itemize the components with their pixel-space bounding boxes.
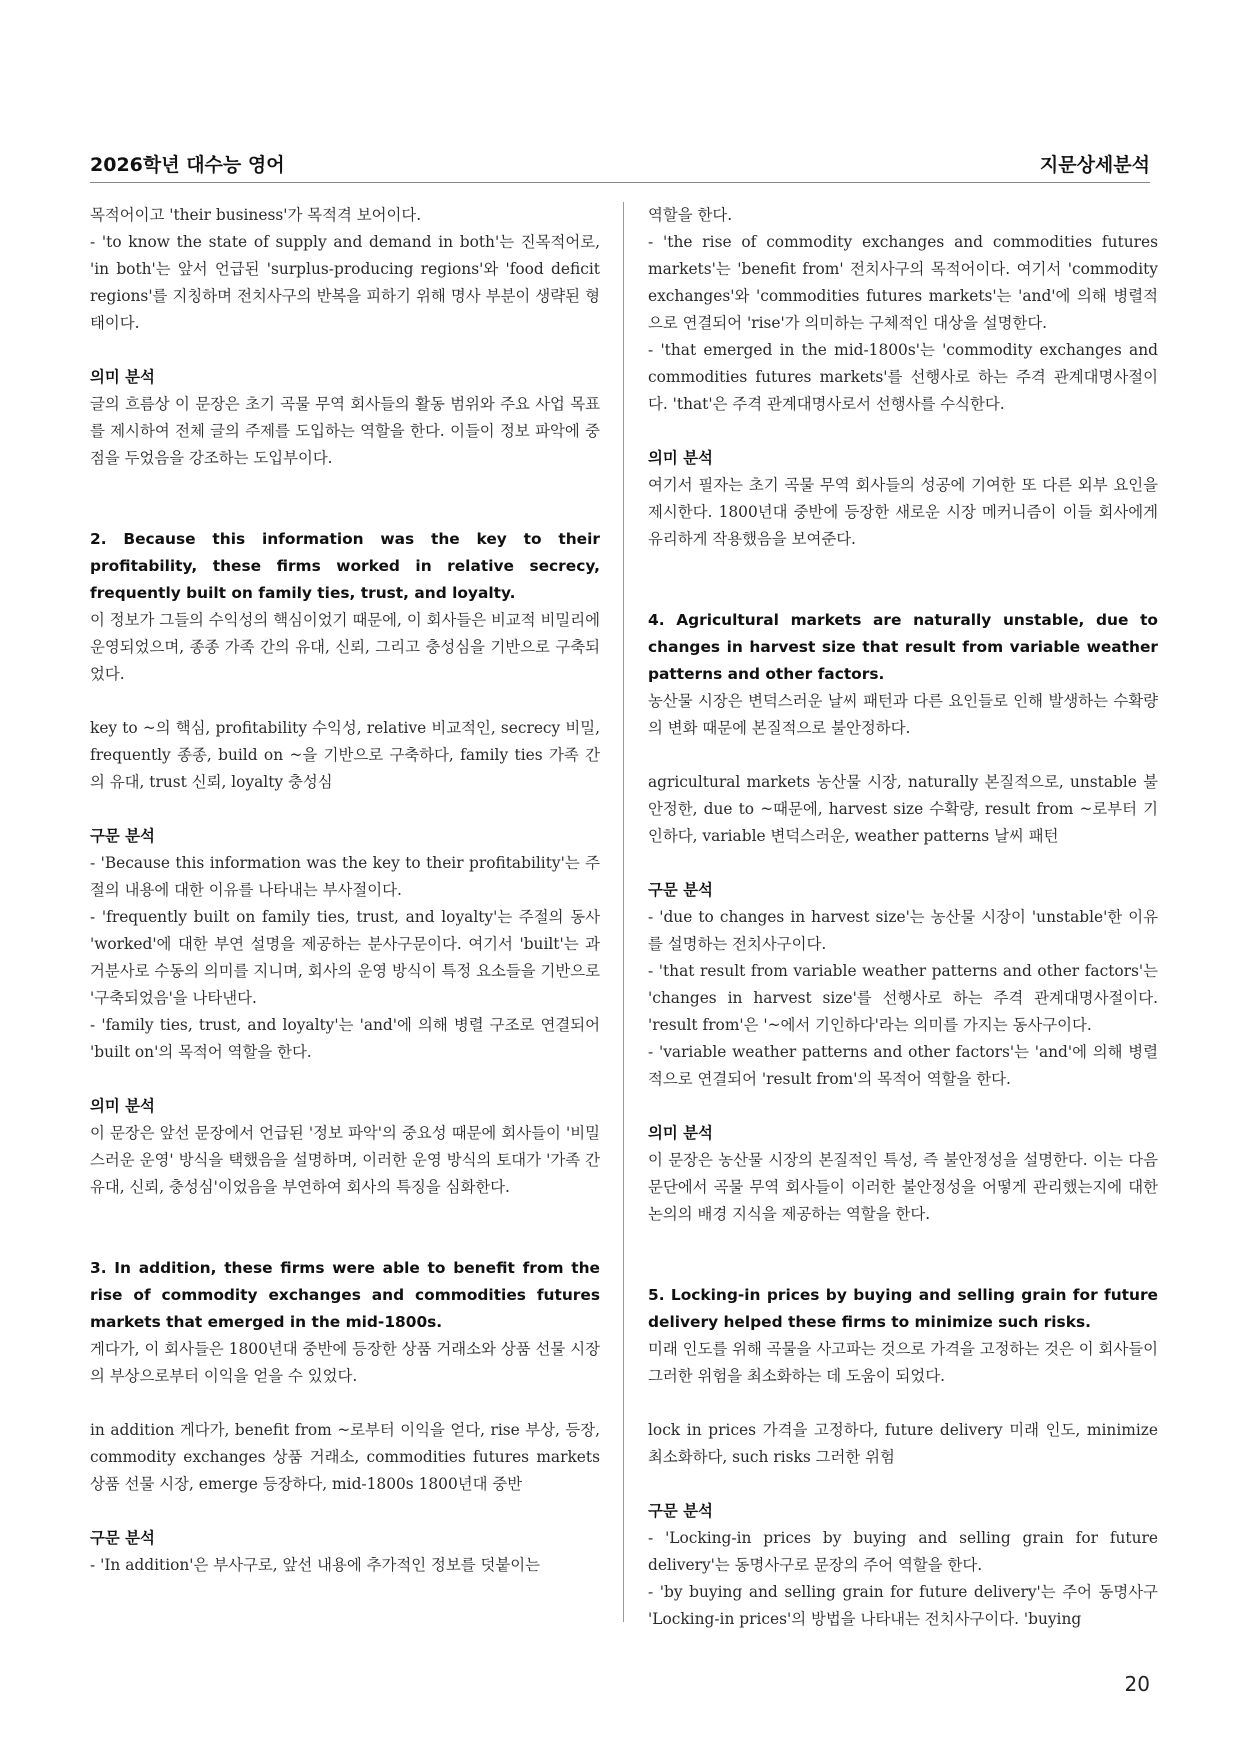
syntax-text: - 'Because this information was the key to their profitability'는 주절의 내용에 대한 이유를 나타내는 부사절이다. [90, 854, 600, 899]
meaning-text: 이 문장은 앞선 문장에서 언급된 '정보 파악'의 중요성 때문에 회사들이 '비밀스러운 운영' 방식을 택했음을 설명하며, 이러한 운영 방식의 토대가 '가족 간 유대, 신뢰, 충성심'이었음을 부연하여 회사의 특징을 심화한다. [90, 1124, 600, 1196]
syntax-text: - 'family ties, trust, and loyalty'는 'and'에 의해 병렬 구조로 연결되어 'built on'의 목적어 역할을 한다. [90, 1016, 600, 1061]
meaning-heading: 의미 분석 [648, 449, 713, 467]
vocab-text: agricultural markets 농산물 시장, naturally 본질적으로, unstable 불안정한, due to ~때문에, harvest size 수확량, result from ~로부터 기인하다, variable 변덕스러운, weather patterns 날씨 패턴 [648, 773, 1158, 845]
syntax-heading: 구문 분석 [648, 881, 713, 899]
meaning-heading: 의미 분석 [90, 368, 155, 386]
syntax-text: - 'by buying and selling grain for future delivery'는 주어 동명사구 'Locking-in prices'의 방법을 나타내는 전치사구이다. 'buying [648, 1583, 1158, 1628]
syntax-heading: 구문 분석 [648, 1502, 713, 1520]
syntax-text: - 'Locking-in prices by buying and selling grain for future delivery'는 동명사구로 문장의 주어 역할을 한다. [648, 1529, 1158, 1574]
vocab-text: in addition 게다가, benefit from ~로부터 이익을 얻다, rise 부상, 등장, commodity exchanges 상품 거래소, commodities futures markets 상품 선물 시장, emerge 등장하다, mid-1800s 1800년대 중반 [90, 1421, 600, 1493]
vocab-text: key to ~의 핵심, profitability 수익성, relative 비교적인, secrecy 비밀, frequently 종종, build on ~을 기반으로 구축하다, family ties 가족 간의 유대, trust 신뢰, loyalty 충성심 [90, 719, 600, 791]
column-divider [623, 202, 624, 1622]
sentence-4: 4. Agricultural markets are naturally unstable, due to changes in harvest size that result from variable weather patterns and other factors. [648, 611, 1158, 683]
syntax-text: - 'that emerged in the mid-1800s'는 'commodity exchanges and commodities futures markets'를 선행사로 하는 주격 관계대명사절이다. 'that'은 주격 관계대명사로서 선행사를 수식한다. [648, 341, 1158, 413]
sentence-5: 5. Locking-in prices by buying and selling grain for future delivery helped these firms to minimize such risks. [648, 1286, 1158, 1331]
translation-text: 이 정보가 그들의 수익성의 핵심이었기 때문에, 이 회사들은 비교적 비밀리에 운영되었으며, 종종 가족 간의 유대, 신뢰, 그리고 충성심을 기반으로 구축되었다. [90, 611, 600, 683]
syntax-text: - 'frequently built on family ties, trust, and loyalty'는 주절의 동사 'worked'에 대한 부연 설명을 제공하는 분사구문이다. 여기서 'built'는 과거분사로 수동의 의미를 지니며, 회사의 운영 방식이 특정 요소들을 기반으로 '구축되었음'을 나타낸다. [90, 908, 600, 1007]
meaning-heading: 의미 분석 [648, 1124, 713, 1142]
meaning-text: 이 문장은 농산물 시장의 본질적인 특성, 즉 불안정성을 설명한다. 이는 다음 문단에서 곡물 무역 회사들이 이러한 불안정성을 어떻게 관리했는지에 대한 논의의 배경 지식을 제공하는 역할을 한다. [648, 1151, 1158, 1223]
header-title: 2026학년 대수능 영어 [90, 154, 285, 176]
sentence-2: 2. Because this information was the key to their profitability, these firms worked in relative secrecy, frequently built on family ties, trust, and loyalty. [90, 530, 600, 602]
translation-text: 게다가, 이 회사들은 1800년대 중반에 등장한 상품 거래소와 상품 선물 시장의 부상으로부터 이익을 얻을 수 있었다. [90, 1340, 600, 1385]
translation-text: 미래 인도를 위해 곡물을 사고파는 것으로 가격을 고정하는 것은 이 회사들이 그러한 위험을 최소화하는 데 도움이 되었다. [648, 1340, 1158, 1385]
syntax-text: 역할을 한다. [648, 206, 733, 224]
syntax-text: - 'that result from variable weather patterns and other factors'는 'changes in harvest size'를 선행사로 하는 주격 관계대명사절이다. 'result from'은 '~에서 기인하다'라는 의미를 가지는 동사구이다. [648, 962, 1158, 1034]
syntax-text: - 'the rise of commodity exchanges and commodities futures markets'는 'benefit from' 전치사구의 목적어이다. 여기서 'commodity exchanges'와 'commodities futures markets'는 'and'에 의해 병렬적으로 연결되어 'rise'가 의미하는 구체적인 대상을 설명한다. [648, 233, 1158, 332]
right-column [648, 202, 1158, 1633]
meaning-text: 여기서 필자는 초기 곡물 무역 회사들의 성공에 기여한 또 다른 외부 요인을 제시한다. 1800년대 중반에 등장한 새로운 시장 메커니즘이 이들 회사에게 유리하게 작용했음을 보여준다. [648, 476, 1158, 548]
header-section: 지문상세분석 [1039, 154, 1150, 176]
meaning-text: 글의 흐름상 이 문장은 초기 곡물 무역 회사들의 활동 범위와 주요 사업 목표를 제시하여 전체 글의 주제를 도입하는 역할을 한다. 이들이 정보 파악에 중점을 두었음을 강조하는 도입부이다. [90, 395, 600, 467]
page-number: 20 [1124, 1672, 1150, 1696]
sentence-3: 3. In addition, these firms were able to benefit from the rise of commodity exchanges and commodities futures markets that emerged in the mid-1800s. [90, 1259, 600, 1331]
syntax-text: - 'variable weather patterns and other factors'는 'and'에 의해 병렬적으로 연결되어 'result from'의 목적어 역할을 한다. [648, 1043, 1158, 1088]
body-text: 목적어이고 'their business'가 목적격 보어이다. [90, 206, 422, 224]
syntax-text: - 'In addition'은 부사구로, 앞선 내용에 추가적인 정보를 덧붙이는 [90, 1556, 540, 1574]
page-header [90, 148, 1150, 183]
body-text: - 'to know the state of supply and demand in both'는 진목적어로, 'in both'는 앞서 언급된 'surplus-producing regions'와 'food deficit regions'를 지칭하며 전치사구의 반복을 피하기 위해 명사 부분이 생략된 형태이다. [90, 233, 600, 332]
vocab-text: lock in prices 가격을 고정하다, future delivery 미래 인도, minimize 최소화하다, such risks 그러한 위험 [648, 1421, 1158, 1466]
syntax-heading: 구문 분석 [90, 827, 155, 845]
left-column [90, 202, 600, 1579]
translation-text: 농산물 시장은 변덕스러운 날씨 패턴과 다른 요인들로 인해 발생하는 수확량의 변화 때문에 본질적으로 불안정하다. [648, 692, 1158, 737]
syntax-heading: 구문 분석 [90, 1529, 155, 1547]
syntax-text: - 'due to changes in harvest size'는 농산물 시장이 'unstable'한 이유를 설명하는 전치사구이다. [648, 908, 1158, 953]
meaning-heading: 의미 분석 [90, 1097, 155, 1115]
